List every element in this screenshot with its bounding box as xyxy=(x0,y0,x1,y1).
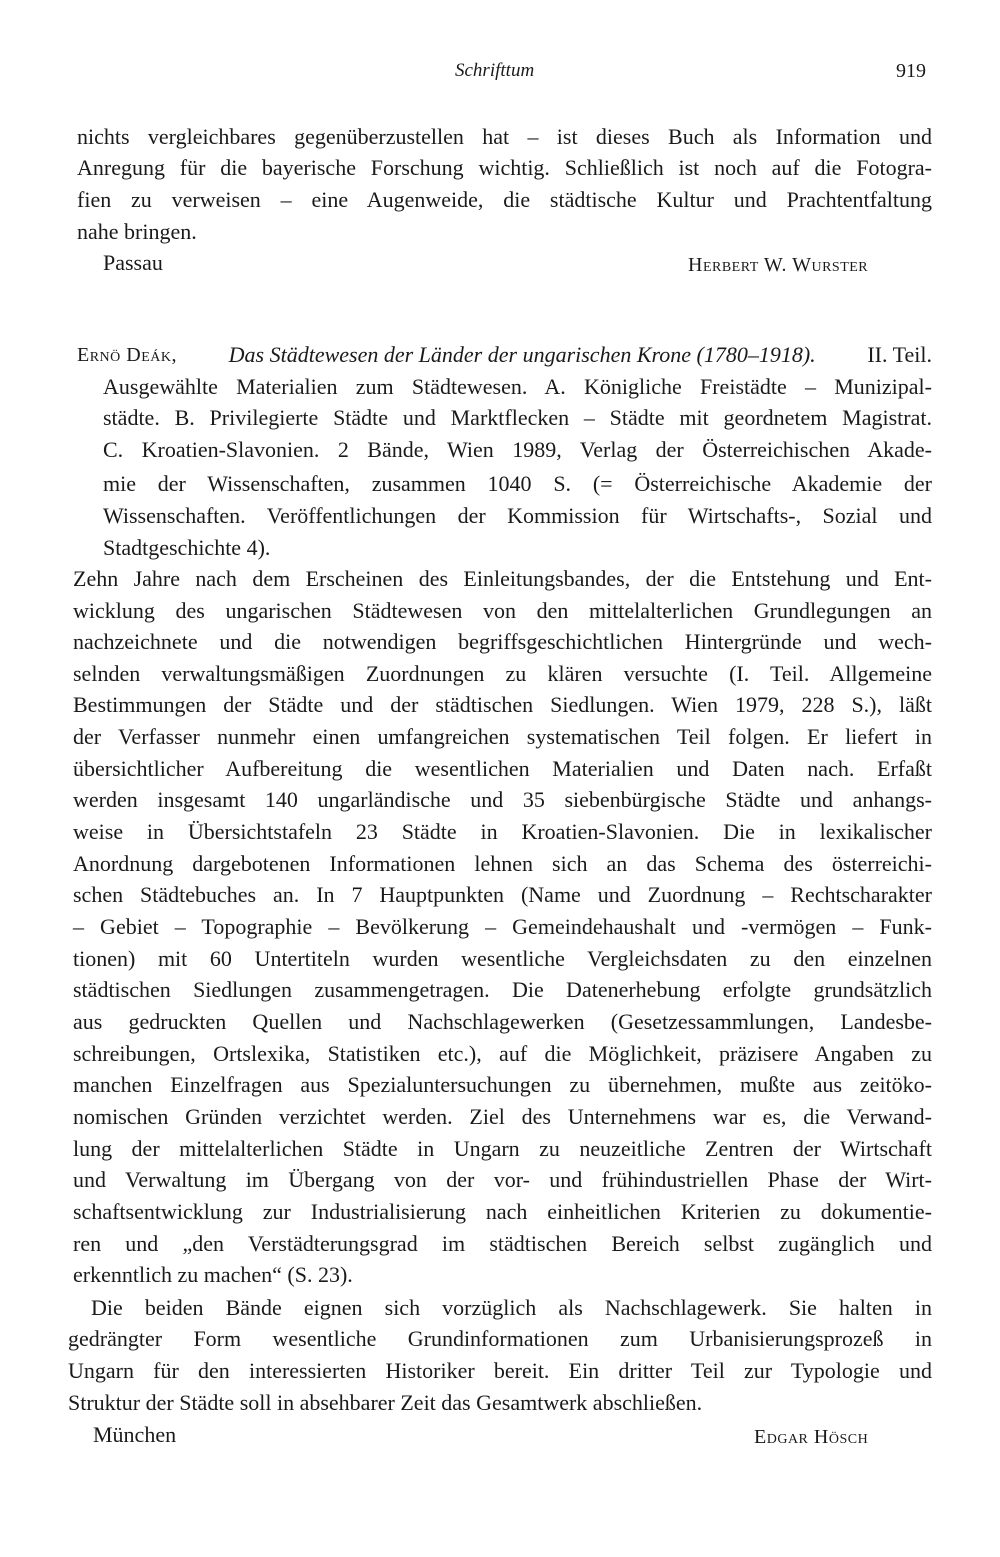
text-line: Ungarn für den interessierten Historiker bereit. Ein dritter Teil zur Typologie und xyxy=(68,1358,932,1383)
text-line: lung der mittelalterlichen Städte in Ungarn zu neuzeitliche Zentren der Wirtschaft xyxy=(73,1136,932,1161)
text-line: Stadtgeschichte 4). xyxy=(103,535,271,560)
text-line: der Verfasser nunmehr einen umfangreichen systematischen Teil folgen. Er liefert in xyxy=(73,724,932,749)
text-line: werden insgesamt 140 ungarländische und 35 siebenbürgische Städte und anhangs- xyxy=(73,787,932,812)
text-line: schaftsentwicklung zur Industrialisierung nach einheitlichen Kriterien zu dokumentie- xyxy=(73,1199,932,1224)
citation-title: Das Städtewesen der Länder der ungarischen Krone (1780–1918). xyxy=(228,342,816,367)
review-place: München xyxy=(93,1422,177,1447)
running-header-title: Schrifttum xyxy=(455,60,535,81)
text-line: nahe bringen. xyxy=(77,219,197,244)
citation-part: II. Teil. xyxy=(867,342,932,367)
text-line: ren und „den Verstädterungsgrad im städtischen Bereich selbst zugänglich und xyxy=(73,1231,932,1256)
text-line: gedrängter Form wesentliche Grundinformationen zum Urbanisierungsprozeß in xyxy=(68,1326,932,1351)
text-line: weise in Übersichtstafeln 23 Städte in Kroatien-Slavonien. Die in lexikalischer xyxy=(73,819,932,844)
review-author: Herbert W. Wurster xyxy=(688,254,869,276)
text-line: nichts vergleichbares gegenüberzustellen hat – ist dieses Buch als Information und xyxy=(77,124,932,149)
text-line: tionen) mit 60 Untertiteln wurden wesentliche Vergleichsdaten zu den einzelnen xyxy=(73,946,932,971)
text-line: mie der Wissenschaften, zusammen 1040 S. (= Österreichische Akademie der xyxy=(103,471,932,496)
text-line: Die beiden Bände eignen sich vorzüglich als Nachschlagewerk. Sie halten in xyxy=(91,1295,932,1320)
text-line: wicklung des ungarischen Städtewesen von den mittelalterlichen Grundlegungen an xyxy=(73,598,932,623)
text-line: selnden verwaltungsmäßigen Zuordnungen zu klären versuchte (I. Teil. Allgemeine xyxy=(73,661,932,686)
text-line: fien zu verweisen – eine Augenweide, die städtische Kultur und Prachtentfaltung xyxy=(77,187,932,212)
text-line: schen Städtebuches an. In 7 Hauptpunkten (Name und Zuordnung – Rechtscharakter xyxy=(73,882,932,907)
text-line: und Verwaltung im Übergang von der vor- und frühindustriellen Phase der Wirt- xyxy=(73,1167,932,1192)
text-line: Bestimmungen der Städte und der städtischen Siedlungen. Wien 1979, 228 S.), läßt xyxy=(73,692,932,717)
text-line: aus gedruckten Quellen und Nachschlagewerken (Gesetzessammlungen, Landesbe- xyxy=(73,1009,932,1034)
text-line: C. Kroatien-Slavonien. 2 Bände, Wien 1989, Verlag der Österreichischen Akade- xyxy=(103,437,932,462)
text-line: Anregung für die bayerische Forschung wichtig. Schließlich ist noch auf die Fotogra- xyxy=(77,155,932,180)
text-line: städte. B. Privilegierte Städte und Marktflecken – Städte mit geordnetem Magistrat. xyxy=(103,405,932,430)
page-number: 919 xyxy=(896,60,926,82)
review-place: Passau xyxy=(103,250,163,275)
text-line: übersichtlicher Aufbereitung die wesentlichen Materialien und Daten nach. Erfaßt xyxy=(73,756,932,781)
text-line: schreibungen, Ortslexika, Statistiken etc.), auf die Möglichkeit, präzisere Angaben zu xyxy=(73,1041,932,1066)
text-line: nachzeichnete und die notwendigen begriffsgeschichtlichen Hintergründe und wech- xyxy=(73,629,932,654)
text-line: nomischen Gründen verzichtet werden. Ziel des Unternehmens war es, die Verwand- xyxy=(73,1104,932,1129)
citation-first-line xyxy=(77,341,932,369)
text-line: Ausgewählte Materialien zum Städtewesen. A. Königliche Freistädte – Munizipal- xyxy=(103,374,932,399)
text-line: Zehn Jahre nach dem Erscheinen des Einleitungsbandes, der die Entstehung und Ent- xyxy=(73,566,932,591)
citation-author: Ernö Deák, xyxy=(77,344,177,366)
text-line: manchen Einzelfragen aus Spezialuntersuchungen zu übernehmen, mußte aus zeitöko- xyxy=(73,1072,932,1097)
text-line: Struktur der Städte soll in absehbarer Zeit das Gesamtwerk abschließen. xyxy=(68,1390,703,1415)
text-line: – Gebiet – Topographie – Bevölkerung – Gemeindehaushalt und -vermögen – Funk- xyxy=(73,914,932,939)
text-line: erkenntlich zu machen“ (S. 23). xyxy=(73,1262,353,1287)
text-line: Anordnung dargebotenen Informationen lehnen sich an das Schema des österreichi- xyxy=(73,851,932,876)
text-line: städtischen Siedlungen zusammengetragen. Die Datenerhebung erfolgte grundsätzlich xyxy=(73,977,932,1002)
text-line: Wissenschaften. Veröffentlichungen der Kommission für Wirtschafts-, Sozial und xyxy=(103,503,932,528)
review-author: Edgar Hösch xyxy=(754,1426,869,1448)
